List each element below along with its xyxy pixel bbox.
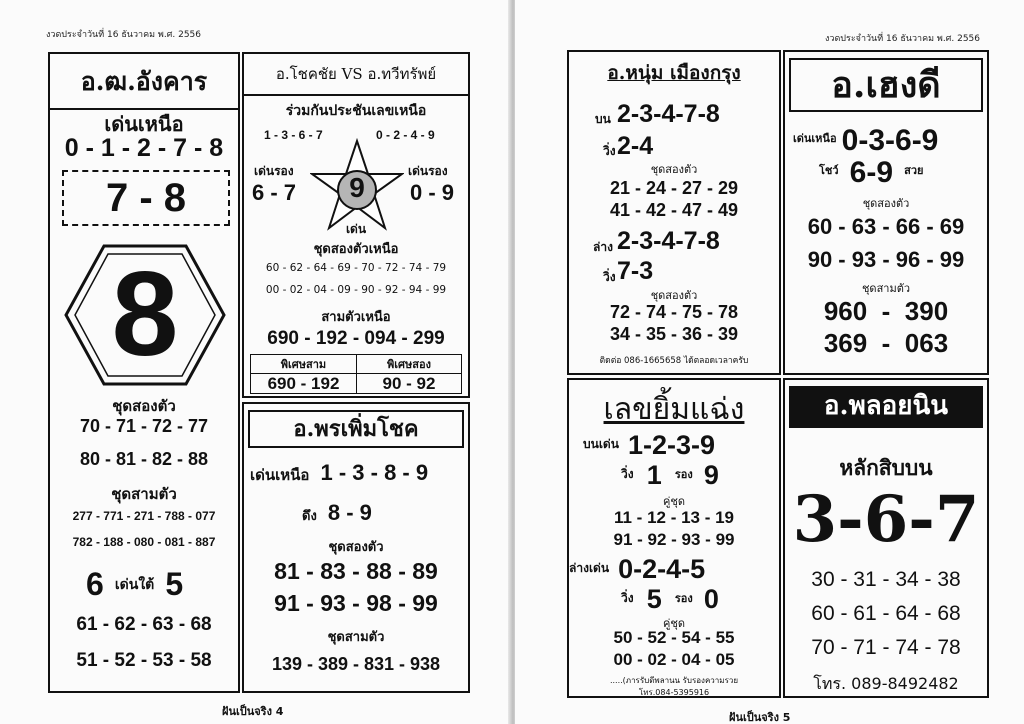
two-digit-label: ชุดสองตัวเหนือ <box>313 242 399 257</box>
top-label: บนเด่น <box>583 437 619 451</box>
column-title: อ.พลอยนิน <box>789 386 983 428</box>
run-sub: 9 <box>703 460 719 490</box>
two-digit-label: ชุดสองตัว <box>112 397 176 415</box>
special2-label: พิเศษสอง <box>357 355 461 374</box>
special3-label: พิเศษสาม <box>251 355 356 374</box>
set-row: 34 - 35 - 36 - 39 <box>609 324 739 344</box>
row: 70 - 71 - 74 - 78 <box>811 636 961 659</box>
two-digit-row: 80 - 81 - 82 - 88 <box>79 449 209 469</box>
right-page-header: งวดประจำวันที่ 16 ธันวาคม พ.ศ. 2556 <box>825 34 981 44</box>
lower-lead-b: 5 <box>165 566 184 602</box>
lead-label: เด่นเหนือ <box>250 466 310 484</box>
three-digit-row: 690 - 192 - 094 - 299 <box>267 328 445 349</box>
special3-value: 690 - 192 <box>267 374 340 393</box>
right-page-footer: ฝันเป็นจริง 5 <box>729 711 791 724</box>
run-label: วิ่ง <box>621 591 634 605</box>
star-digit: 9 <box>349 172 365 203</box>
bottom-run: 7-3 <box>617 257 654 285</box>
pull-label: ดึง <box>302 509 317 524</box>
two-digit-row: 70 - 71 - 72 - 77 <box>79 416 209 436</box>
run-main: 1 <box>646 460 662 490</box>
column-title: อ.พรเพิ่มโชค <box>248 410 464 448</box>
runner-label-left: เด่นรอง <box>254 164 294 178</box>
three-row: 369 - 063 <box>823 328 949 358</box>
run-sub: 0 <box>703 584 719 614</box>
show-tail: สวย <box>904 164 924 177</box>
top-numbers: 2-3-4-7-8 <box>617 100 720 128</box>
three-digit-row: 782 - 188 - 080 - 081 - 887 <box>72 535 216 549</box>
pair-row: 50 - 52 - 54 - 55 <box>613 628 735 647</box>
top-label: บน <box>595 112 611 126</box>
bottom-label: ล่าง <box>593 240 613 254</box>
column-lek-yim-chaeng <box>567 378 781 698</box>
run-label: วิ่ง <box>603 144 616 158</box>
pair-box: 7 - 8 <box>62 170 230 226</box>
three-digit-label: ชุดสามตัว <box>327 630 385 645</box>
special2-value: 90 - 92 <box>382 374 436 393</box>
two-digit-row: 00 - 02 - 04 - 09 - 90 - 92 - 94 - 99 <box>265 284 447 296</box>
row: 60 - 61 - 64 - 68 <box>811 602 961 625</box>
left-page-header: งวดประจำวันที่ 16 ธันวาคม พ.ศ. 2556 <box>46 30 202 40</box>
joint-label: ร่วมกันประชันเลขเหนือ <box>285 103 427 119</box>
column-title: อ.หนุ่ม เมืองกรุง <box>607 62 741 84</box>
left-page-footer: ฝันเป็นจริง 4 <box>222 705 284 718</box>
two-digit-row: 81 - 83 - 88 - 89 <box>274 558 438 584</box>
two-row: 90 - 93 - 96 - 99 <box>807 247 965 272</box>
lead-numbers: 0 - 1 - 2 - 7 - 8 <box>64 134 224 162</box>
column-title: เลขยิ้มแฉ่ง <box>603 392 745 427</box>
lead-line <box>250 460 466 487</box>
note-line: .....(ภารรับดีพลานน รับรองความรวย <box>609 676 739 685</box>
top-line <box>583 430 715 461</box>
lower-row: 61 - 62 - 63 - 68 <box>76 614 212 635</box>
joint-right: 0 - 2 - 4 - 9 <box>376 128 435 142</box>
lower-lead <box>86 566 226 606</box>
sub-label: รอง <box>674 468 693 481</box>
lead-line <box>793 124 938 158</box>
special3-cell <box>251 355 357 393</box>
lead-label: เด่นเหนือ <box>793 132 837 145</box>
runner-label-right: เด่นรอง <box>408 164 448 178</box>
runner-right: 0 - 9 <box>410 180 455 205</box>
contact-line: ติดต่อ 086-1665658 ได้ตลอดเวลาครับ <box>599 356 749 366</box>
three-digit-label: สามตัวเหนือ <box>321 310 391 325</box>
two-label: ชุดสองตัว <box>862 197 910 210</box>
three-digit-row: 277 - 771 - 271 - 788 - 077 <box>72 509 216 523</box>
run-line <box>621 584 719 615</box>
column-title: อ.เฮงดี <box>789 58 983 112</box>
show-line <box>819 156 923 190</box>
bottom-numbers: 2-3-4-7-8 <box>617 227 720 255</box>
pull-line <box>302 500 372 526</box>
bottom-line <box>569 554 705 585</box>
column-ajarn-angkhan <box>48 52 240 693</box>
pair-label: คู่ชุด <box>663 617 685 630</box>
lower-lead-label: เด่นใต้ <box>114 577 155 593</box>
column-num-muangkrung <box>567 50 781 375</box>
sub-label: รอง <box>674 592 693 605</box>
show-numbers: 6-9 <box>849 156 894 189</box>
two-digit-row: 91 - 93 - 98 - 99 <box>274 590 438 616</box>
pair-row: 11 - 12 - 13 - 19 <box>613 508 735 527</box>
phone-line: โทร. 089-8492482 <box>813 674 959 693</box>
star-caption: เด่น <box>345 222 367 236</box>
set-label: ชุดสองตัว <box>650 163 698 176</box>
big-numbers: 3-6-7 <box>792 482 980 557</box>
lead-numbers: 1 - 3 - 8 - 9 <box>320 460 429 485</box>
three-row: 960 - 390 <box>823 296 949 326</box>
two-digit-label: ชุดสองตัว <box>328 540 384 555</box>
pair-label: คู่ชุด <box>663 495 685 508</box>
set-row: 72 - 74 - 75 - 78 <box>609 302 739 322</box>
top-run: 2-4 <box>617 132 654 160</box>
row: 30 - 31 - 34 - 38 <box>811 568 961 591</box>
lower-row: 51 - 52 - 53 - 58 <box>76 650 212 671</box>
three-digit-row: 139 - 389 - 831 - 938 <box>271 654 441 674</box>
pair-row: 00 - 02 - 04 - 05 <box>613 650 735 669</box>
lead-label: เด่นเหนือ <box>104 112 184 136</box>
runner-left: 6 - 7 <box>252 180 297 205</box>
right-page <box>515 0 1024 724</box>
column-title: อ.ฒ.อังคาร <box>50 62 238 110</box>
three-label: ชุดสามตัว <box>861 282 911 295</box>
two-digit-row: 60 - 62 - 64 - 69 - 70 - 72 - 74 - 79 <box>265 262 447 274</box>
phone-line: โทร.084-5395916 <box>638 688 710 697</box>
lower-lead-a: 6 <box>86 566 104 602</box>
column-pornpermchok <box>242 402 470 693</box>
bottom-numbers: 0-2-4-5 <box>618 554 706 584</box>
bottom-label: ล่างเด่น <box>569 561 610 575</box>
pull-numbers: 8 - 9 <box>327 500 372 525</box>
set-row: 21 - 24 - 27 - 29 <box>609 178 739 198</box>
run-line <box>621 460 719 491</box>
show-label: โชว์ <box>819 164 839 177</box>
big-digit: 8 <box>111 247 179 381</box>
joint-left: 1 - 3 - 6 - 7 <box>264 128 323 142</box>
lead-numbers: 0-3-6-9 <box>841 124 939 157</box>
column-hengdee <box>783 50 989 375</box>
tens-label: หลักสิบบน <box>839 456 933 480</box>
special-box <box>250 354 462 394</box>
run-label: วิ่ง <box>621 467 634 481</box>
set-label: ชุดสองตัว <box>650 289 698 302</box>
column-chokchai-vs-thawisap <box>242 52 470 398</box>
two-row: 60 - 63 - 66 - 69 <box>807 214 965 239</box>
run-label: วิ่ง <box>603 270 616 284</box>
column-title: อ.โชคชัย VS อ.ทวีทรัพย์ <box>244 62 468 96</box>
top-numbers: 1-2-3-9 <box>628 430 716 460</box>
run-main: 5 <box>646 584 662 614</box>
set-row: 41 - 42 - 47 - 49 <box>609 200 739 220</box>
column-ploynin <box>783 378 989 698</box>
special2-cell <box>357 355 461 393</box>
pair-row: 91 - 92 - 93 - 99 <box>613 530 735 549</box>
three-digit-label: ชุดสามตัว <box>111 485 177 503</box>
